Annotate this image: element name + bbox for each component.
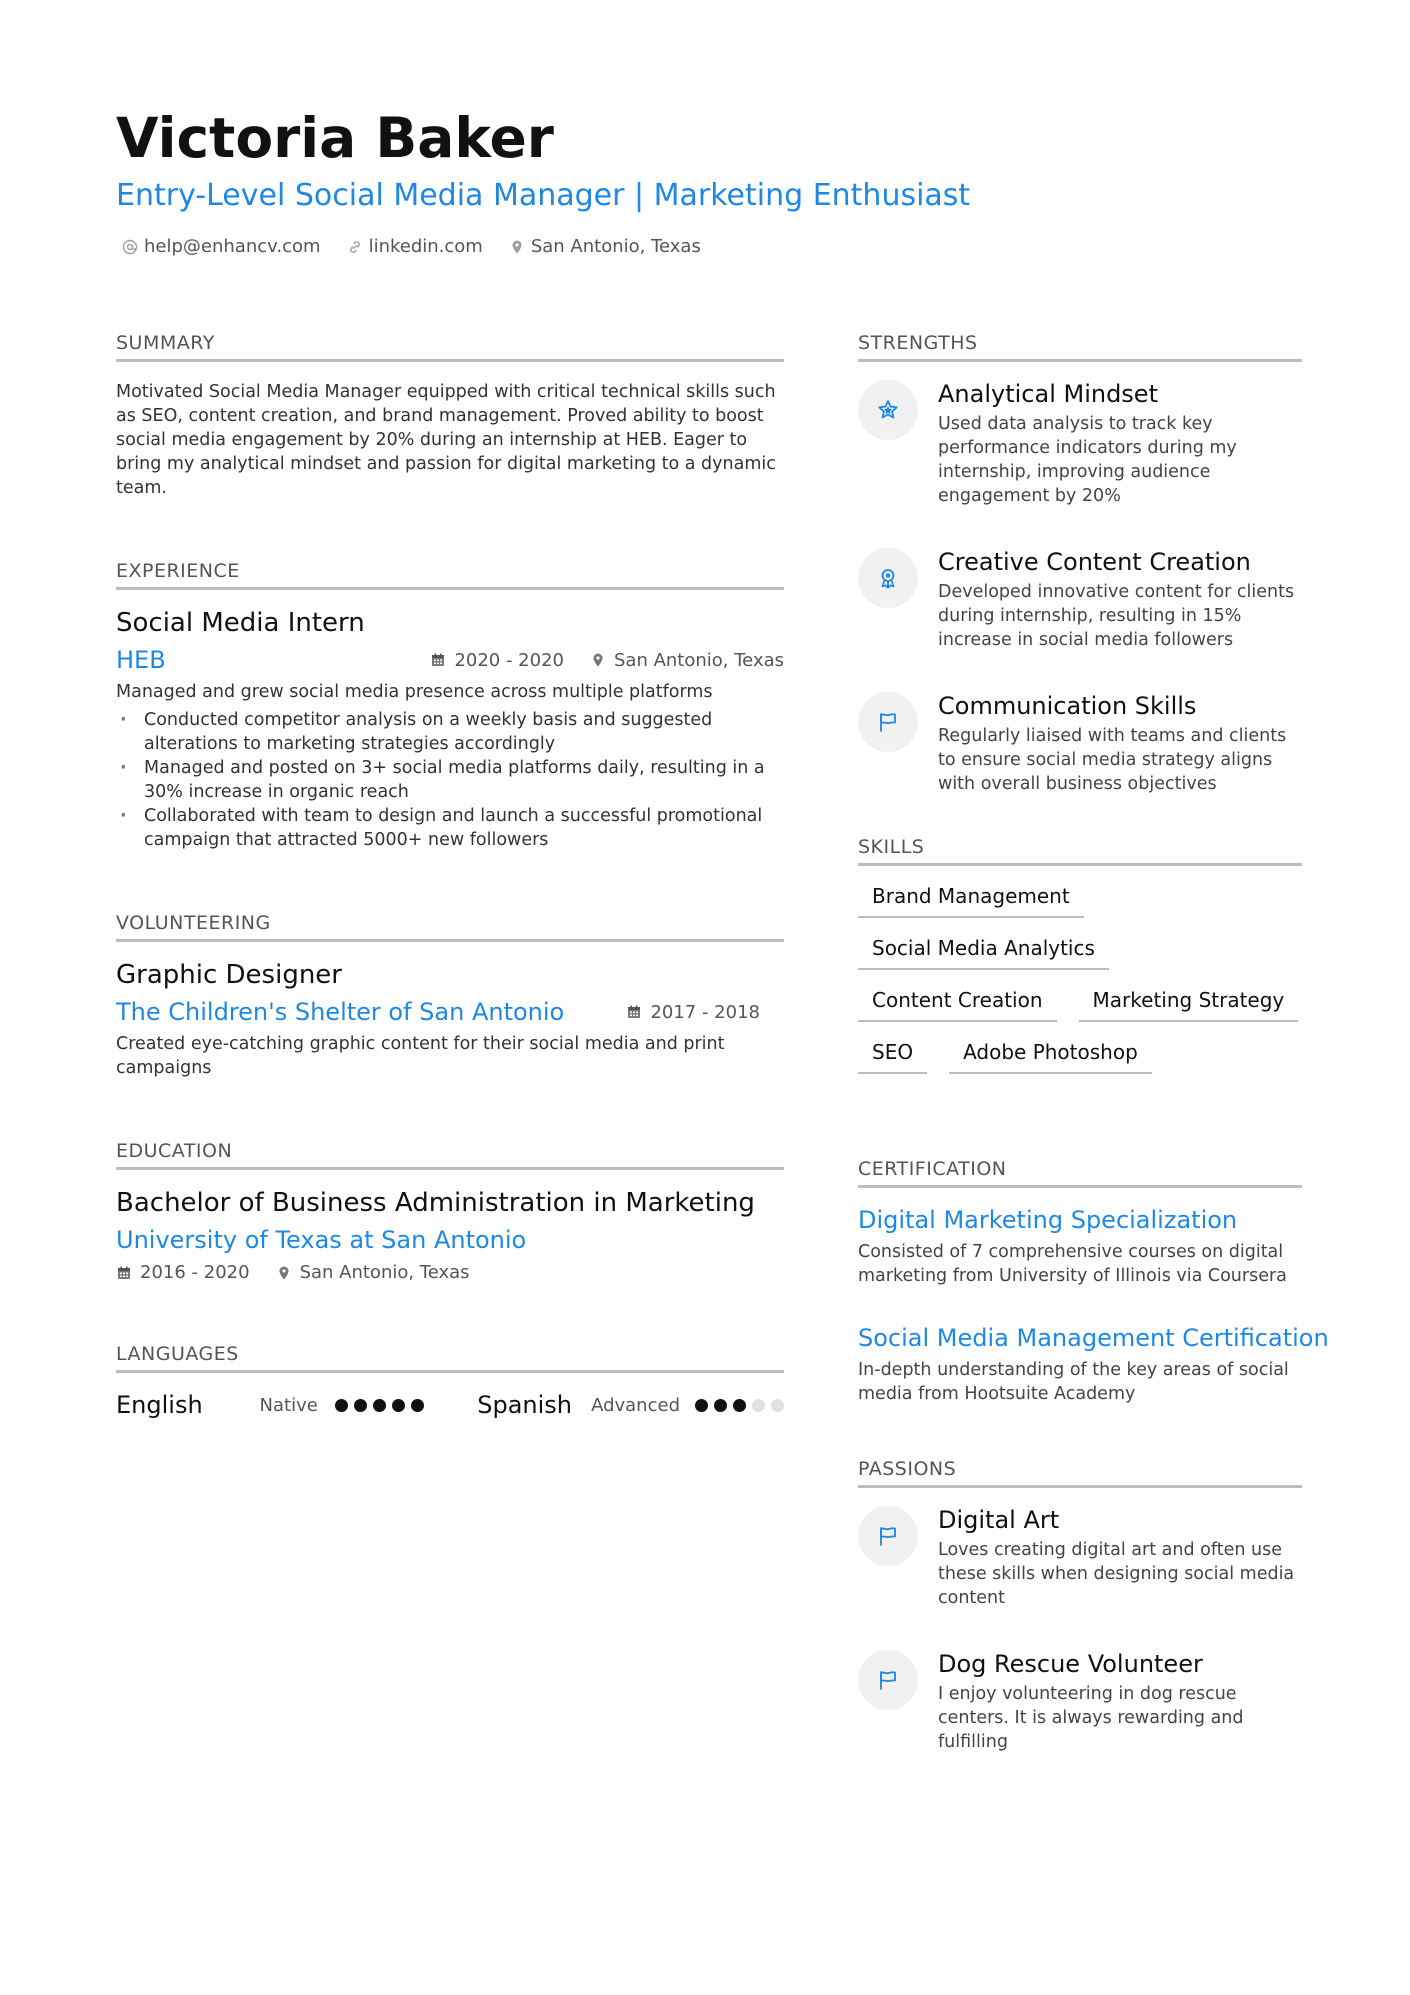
section-heading: STRENGTHS [858, 332, 1302, 362]
strength-icon-wrap [858, 692, 918, 752]
candidate-name: Victoria Baker [116, 106, 554, 170]
experience-section [116, 560, 784, 852]
job-dates [430, 650, 564, 671]
proficiency-dot-filled [733, 1399, 746, 1412]
proficiency-dot-filled [392, 1399, 405, 1412]
skill-tag: Brand Management [858, 884, 1084, 918]
section-heading: SUMMARY [116, 332, 784, 362]
proficiency-dot-filled [695, 1399, 708, 1412]
skill-tag: SEO [858, 1040, 927, 1074]
passions-section [858, 1458, 1302, 1754]
skills-list [858, 884, 1302, 1074]
passion-title: Dog Rescue Volunteer [938, 1650, 1203, 1678]
company-name: HEB [116, 646, 166, 674]
language-dots [335, 1399, 478, 1412]
volunteer-dates-text: 2017 - 2018 [650, 1001, 760, 1023]
job-description: Managed and grew social media presence across multiple platforms [116, 682, 713, 702]
contact-location [509, 236, 701, 257]
job-location [590, 650, 784, 671]
strengths-section [858, 332, 1302, 796]
section-heading: EXPERIENCE [116, 560, 784, 590]
link-icon [347, 239, 363, 255]
proficiency-dot-filled [411, 1399, 424, 1412]
strength-title: Creative Content Creation [938, 548, 1251, 576]
certification-title: Digital Marketing Specialization [858, 1206, 1238, 1234]
language-level: Native [259, 1394, 318, 1416]
section-heading: CERTIFICATION [858, 1158, 1302, 1188]
education-dates [116, 1262, 250, 1283]
languages-section [116, 1343, 784, 1419]
contact-location-text: San Antonio, Texas [530, 236, 701, 257]
bullet-item: · Collaborated with team to design and launch a successful promotional campaign that attracted 5000+ new followers [116, 804, 784, 852]
education-location-text: San Antonio, Texas [299, 1262, 470, 1283]
bullet-item: · Managed and posted on 3+ social media platforms daily, resulting in a 30% increase in organic reach [116, 756, 784, 804]
skill-tag: Adobe Photoshop [949, 1040, 1152, 1074]
strength-item [858, 380, 1302, 508]
education-location [276, 1262, 470, 1283]
flag-icon [876, 1668, 900, 1692]
left-column [116, 332, 784, 1419]
education-entry [116, 1188, 784, 1283]
proficiency-dot-filled [335, 1399, 348, 1412]
school-name: University of Texas at San Antonio [116, 1226, 527, 1254]
flag-icon [876, 1524, 900, 1548]
volunteering-section [116, 912, 784, 1080]
proficiency-dot-filled [354, 1399, 367, 1412]
degree: Bachelor of Business Administration in Marketing [116, 1188, 755, 1218]
job-bullets [116, 708, 784, 852]
volunteering-entry [116, 960, 784, 1080]
section-heading: SKILLS [858, 836, 1302, 866]
certification-item [858, 1206, 1302, 1288]
summary-section [116, 332, 784, 500]
skill-tag: Content Creation [858, 988, 1057, 1022]
volunteer-meta [626, 1002, 760, 1023]
language-level: Advanced [591, 1394, 680, 1416]
proficiency-dot-empty [771, 1399, 784, 1412]
proficiency-dot-filled [373, 1399, 386, 1412]
skill-tag: Marketing Strategy [1079, 988, 1299, 1022]
award-icon [876, 566, 900, 590]
job-title: Social Media Intern [116, 608, 365, 638]
passion-item [858, 1506, 1302, 1610]
section-heading: PASSIONS [858, 1458, 1302, 1488]
strength-item [858, 692, 1302, 796]
contact-email[interactable] [122, 236, 321, 257]
passion-icon-wrap [858, 1506, 918, 1566]
job-meta [430, 650, 784, 671]
experience-entry [116, 608, 784, 852]
calendar-icon [116, 1265, 132, 1281]
language-name: Spanish [477, 1391, 573, 1419]
contact-linkedin-text: linkedin.com [368, 236, 483, 257]
org-row [116, 998, 784, 1026]
contact-bar [122, 236, 701, 257]
job-dates-text: 2020 - 2020 [454, 649, 564, 671]
job-location-text: San Antonio, Texas [614, 649, 784, 671]
education-dates-text: 2016 - 2020 [140, 1262, 250, 1283]
strength-description: Developed innovative content for clients during internship, resulting in 15% increase in social media followers [938, 582, 1295, 650]
strength-icon-wrap [858, 548, 918, 608]
volunteer-org: The Children's Shelter of San Antonio [116, 998, 565, 1026]
certification-title: Social Media Management Certification [858, 1324, 1329, 1352]
certification-section [858, 1158, 1329, 1406]
contact-email-text: help@enhancv.com [144, 236, 321, 257]
passion-item [858, 1650, 1302, 1754]
strength-item [858, 548, 1302, 652]
volunteer-title: Graphic Designer [116, 960, 342, 990]
section-heading: LANGUAGES [116, 1343, 784, 1373]
passion-description: Loves creating digital art and often use these skills when designing social media content [938, 1540, 1295, 1608]
strength-title: Communication Skills [938, 692, 1197, 720]
volunteer-description: Created eye-catching graphic content for their social media and print campaigns [116, 1034, 725, 1078]
contact-linkedin[interactable] [347, 236, 483, 257]
proficiency-dot-empty [752, 1399, 765, 1412]
education-meta [116, 1262, 784, 1283]
candidate-title: Entry-Level Social Media Manager | Marketing Enthusiast [116, 178, 971, 213]
bullet-item: · Conducted competitor analysis on a weekly basis and suggested alterations to marketing strategies accordingly [116, 708, 784, 756]
languages-row [116, 1391, 784, 1419]
passion-title: Digital Art [938, 1506, 1060, 1534]
location-pin-icon [509, 239, 525, 255]
language-name: English [116, 1391, 203, 1419]
star-icon [876, 398, 900, 422]
certification-item [858, 1324, 1329, 1406]
flag-icon [876, 710, 900, 734]
certification-description: In-depth understanding of the key areas of social media from Hootsuite Academy [858, 1360, 1289, 1404]
education-section [116, 1140, 784, 1283]
passion-icon-wrap [858, 1650, 918, 1710]
skills-section [858, 836, 1302, 1074]
strength-description: Regularly liaised with teams and clients to ensure social media strategy aligns with overall business objectives [938, 726, 1287, 794]
language-dots [695, 1399, 784, 1412]
strength-description: Used data analysis to track key performance indicators during my internship, improving audience engagement by 20% [938, 414, 1237, 506]
location-pin-icon [590, 652, 606, 668]
right-column [858, 332, 1329, 1794]
calendar-icon [626, 1004, 642, 1020]
at-icon [122, 239, 138, 255]
strength-icon-wrap [858, 380, 918, 440]
certification-description: Consisted of 7 comprehensive courses on digital marketing from University of Illinois via Coursera [858, 1242, 1287, 1286]
section-heading: EDUCATION [116, 1140, 784, 1170]
section-heading: VOLUNTEERING [116, 912, 784, 942]
org-row [116, 646, 784, 674]
passion-description: I enjoy volunteering in dog rescue centers. It is always rewarding and fulfilling [938, 1684, 1244, 1752]
proficiency-dot-filled [714, 1399, 727, 1412]
location-pin-icon [276, 1265, 292, 1281]
strength-title: Analytical Mindset [938, 380, 1158, 408]
calendar-icon [430, 652, 446, 668]
volunteer-dates [626, 1002, 760, 1023]
skill-tag: Social Media Analytics [858, 936, 1109, 970]
summary-text: Motivated Social Media Manager equipped with critical technical skills such as SEO, content creation, and brand management. Proved ability to boost social media engagement by 20% during an internship at HEB. Eager to bring my analytical mindset and passion for digital marketing to a dynamic team. [116, 382, 776, 498]
